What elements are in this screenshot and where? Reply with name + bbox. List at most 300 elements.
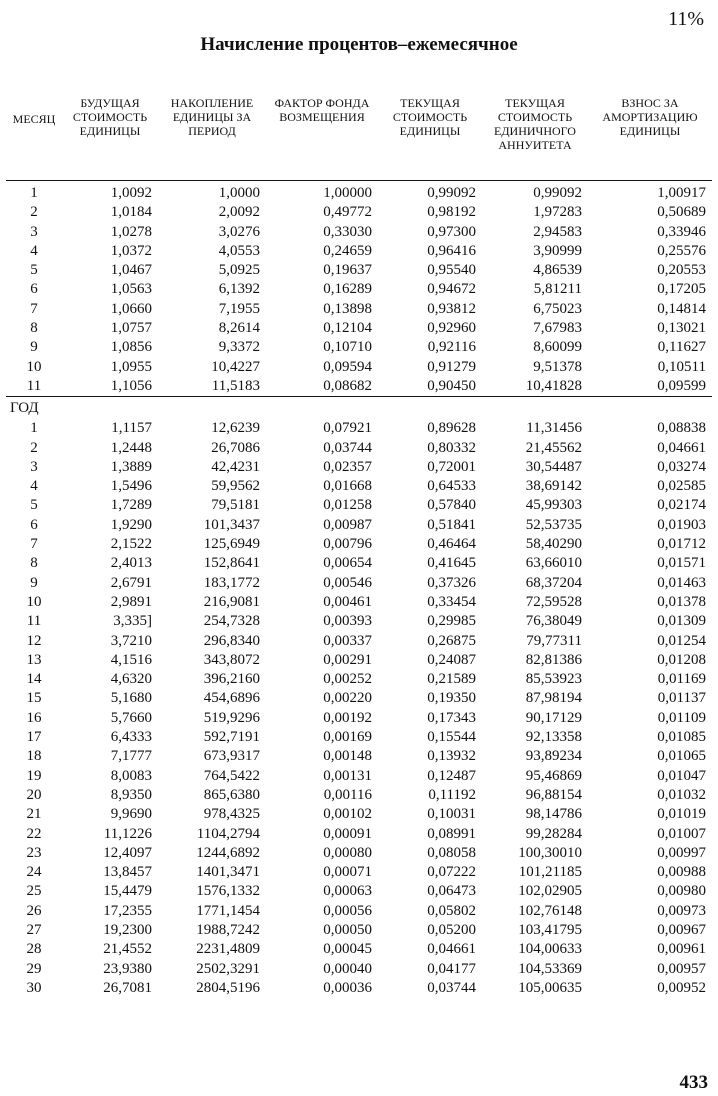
value-cell: 0,00091 (323, 825, 372, 842)
value-cell: 4,1516 (110, 651, 152, 668)
value-cell: 0,00952 (657, 979, 706, 996)
value-cell: 1,1056 (62, 377, 158, 397)
period-cell: 13 (26, 651, 42, 668)
value-cell: 1,00000 (323, 185, 372, 201)
value-cell: 0,07222 (427, 864, 476, 881)
value-cell: 0,08682 (266, 377, 378, 397)
value-cell: 0,01903 (657, 516, 706, 533)
value-cell: 0,01109 (657, 709, 706, 726)
table-row (6, 535, 712, 554)
value-cell: 6,75023 (533, 300, 582, 317)
value-cell: 8,0083 (110, 767, 152, 784)
table-row (6, 242, 712, 261)
value-cell: 0,00961 (657, 941, 706, 958)
value-cell: 0,64533 (427, 478, 476, 495)
value-cell: 0,10031 (427, 806, 476, 823)
value-cell: 0,01309 (657, 613, 706, 630)
value-cell: 0,06473 (427, 883, 476, 900)
value-cell: 101,21185 (518, 864, 582, 881)
value-cell: 1,97283 (533, 204, 582, 221)
value-cell: 0,00393 (323, 613, 372, 630)
value-cell: 38,69142 (525, 478, 582, 495)
value-cell: 0,00192 (323, 709, 372, 726)
table-row (6, 338, 712, 357)
period-cell: 28 (26, 941, 42, 958)
table-row (6, 612, 712, 631)
value-cell: 0,20553 (657, 262, 706, 279)
value-cell: 104,00633 (518, 941, 582, 958)
value-cell: 0,02174 (657, 497, 706, 514)
value-cell: 1,00917 (657, 185, 706, 201)
value-cell: 1771,1454 (196, 902, 260, 919)
period-cell: 9 (30, 574, 38, 591)
value-cell: 0,50689 (657, 204, 706, 221)
value-cell: 0,01463 (657, 574, 706, 591)
value-cell: 4,6320 (110, 671, 152, 688)
value-cell: 592,7191 (203, 729, 260, 746)
value-cell: 0,00050 (323, 921, 372, 938)
value-cell: 343,8072 (203, 651, 260, 668)
value-cell: 15,4479 (103, 883, 152, 900)
value-cell: 76,38049 (525, 613, 582, 630)
value-cell: 125,6949 (203, 536, 260, 553)
value-cell: 0,03274 (657, 458, 706, 475)
table-row (6, 786, 712, 805)
value-cell: 13,8457 (103, 864, 152, 881)
value-cell: 0,09594 (323, 358, 372, 375)
value-cell: 0,00220 (323, 690, 372, 707)
value-cell: 0,01137 (657, 690, 706, 707)
value-cell: 3,335] (113, 613, 152, 630)
value-cell: 0,05200 (427, 921, 476, 938)
value-cell: 26,7081 (103, 979, 152, 996)
value-cell: 101,3437 (203, 516, 260, 533)
table-row (6, 223, 712, 242)
period-cell: 1 (30, 420, 38, 437)
value-cell: 0,93812 (427, 300, 476, 317)
value-cell: 2502,3291 (196, 960, 260, 977)
value-cell: 7,67983 (533, 320, 582, 337)
value-cell: 1,0184 (110, 204, 152, 221)
value-cell: 0,01169 (657, 671, 706, 688)
value-cell: 1,0000 (218, 185, 260, 201)
value-cell: 1,0467 (110, 262, 152, 279)
period-cell: 1 (30, 185, 38, 201)
period-cell: 30 (26, 979, 42, 996)
period-cell: 4 (30, 242, 38, 259)
period-cell: 3 (30, 223, 38, 240)
value-cell: 0,01032 (657, 786, 706, 803)
table-row (6, 979, 712, 998)
period-cell: 18 (26, 748, 42, 765)
value-cell: 42,4231 (211, 458, 260, 475)
value-cell: 0,00169 (323, 729, 372, 746)
value-cell: 0,13932 (427, 748, 476, 765)
period-cell: 20 (26, 786, 42, 803)
value-cell: 11,1226 (103, 825, 152, 842)
value-cell: 0,00461 (323, 593, 372, 610)
value-cell: 0,13021 (657, 320, 706, 337)
value-cell: 0,02357 (323, 458, 372, 475)
value-cell: 93,89234 (525, 748, 582, 765)
value-cell: 8,2614 (218, 320, 260, 337)
value-cell: 104,53369 (518, 960, 582, 977)
value-cell: 21,4552 (103, 941, 152, 958)
value-cell: 8,60099 (533, 339, 582, 356)
value-cell: 0,33946 (657, 223, 706, 240)
table-row (6, 477, 712, 496)
value-cell: 9,3372 (218, 339, 260, 356)
value-cell: 1,0856 (110, 339, 152, 356)
value-cell: 0,19350 (427, 690, 476, 707)
value-cell: 0,01047 (657, 767, 706, 784)
value-cell: 6,1392 (218, 281, 260, 298)
value-cell: 0,01254 (657, 632, 706, 649)
period-cell: 10 (26, 358, 42, 375)
value-cell: 183,1772 (203, 574, 260, 591)
year-section-header (6, 397, 712, 420)
value-cell: 1,1157 (111, 420, 152, 437)
value-cell: 0,29985 (427, 613, 476, 630)
column-header-amortization: ВЗНОС ЗА АМОРТИЗАЦИЮ ЕДИНИЦЫ (602, 96, 698, 138)
value-cell: 4,0553 (218, 242, 260, 259)
value-cell: 2,9891 (110, 593, 152, 610)
value-cell: 7,1955 (218, 300, 260, 317)
value-cell: 0,26875 (427, 632, 476, 649)
page-number: 433 (679, 1072, 708, 1093)
period-cell: 22 (26, 825, 42, 842)
value-cell: 100,30010 (518, 844, 582, 861)
period-cell: 7 (30, 300, 38, 317)
value-cell: 0,00796 (323, 536, 372, 553)
value-cell: 0,21589 (427, 671, 476, 688)
value-cell: 11,31456 (526, 420, 582, 437)
value-cell: 0,92116 (427, 339, 476, 356)
value-cell: 1,0563 (110, 281, 152, 298)
period-cell: 8 (30, 320, 38, 337)
value-cell: 0,08838 (657, 420, 706, 437)
table-row (6, 593, 712, 612)
period-cell: 3 (30, 458, 38, 475)
value-cell: 2,4013 (110, 555, 152, 572)
period-cell: 4 (30, 478, 38, 495)
value-cell: 5,1680 (110, 690, 152, 707)
table-row (6, 574, 712, 593)
value-cell: 1,0660 (110, 300, 152, 317)
period-cell: 25 (26, 883, 42, 900)
value-cell: 0,05802 (427, 902, 476, 919)
value-cell: 79,77311 (526, 632, 582, 649)
value-cell: 5,81211 (533, 281, 582, 298)
value-cell: 0,00063 (323, 883, 372, 900)
value-cell: 30,54487 (525, 458, 582, 475)
value-cell: 152,8641 (203, 555, 260, 572)
value-cell: 0,00654 (323, 555, 372, 572)
table-row (6, 960, 712, 979)
value-cell: 21,45562 (525, 439, 582, 456)
value-cell: 0,00291 (323, 651, 372, 668)
value-cell: 5,0925 (218, 262, 260, 279)
value-cell: 0,94672 (427, 281, 476, 298)
value-cell: 0,12487 (427, 767, 476, 784)
value-cell: 2,0092 (218, 204, 260, 221)
table-row (6, 767, 712, 786)
value-cell: 0,14814 (657, 300, 706, 317)
value-cell: 0,01065 (657, 748, 706, 765)
value-cell: 1,7289 (110, 497, 152, 514)
value-cell: 0,97300 (427, 223, 476, 240)
table-row (6, 439, 712, 458)
period-cell: 5 (30, 262, 38, 279)
value-cell: 26,7086 (211, 439, 260, 456)
value-cell: 82,81386 (525, 651, 582, 668)
value-cell: 85,53923 (525, 671, 582, 688)
value-cell: 0,24659 (323, 242, 372, 259)
value-cell: 865,6380 (203, 786, 260, 803)
value-cell: 0,04177 (427, 960, 476, 977)
period-cell: 9 (30, 339, 38, 356)
period-cell: 7 (30, 536, 38, 553)
value-cell: 10,4227 (211, 358, 260, 375)
period-cell: 12 (26, 632, 42, 649)
value-cell: 0,01019 (657, 806, 706, 823)
value-cell: 19,2300 (103, 921, 152, 938)
column-header-present-value: ТЕКУЩАЯ СТОИМОСТЬ ЕДИНИЦЫ (392, 96, 468, 138)
value-cell: 0,01208 (657, 651, 706, 668)
value-cell: 978,4325 (203, 806, 260, 823)
value-cell: 0,00957 (657, 960, 706, 977)
value-cell: 12,6239 (211, 420, 260, 437)
value-cell: 0,00071 (323, 864, 372, 881)
value-cell: 0,09599 (588, 377, 712, 397)
value-cell: 0,12104 (323, 320, 372, 337)
value-cell: 0,01085 (657, 729, 706, 746)
value-cell: 0,98192 (427, 204, 476, 221)
value-cell: 0,00337 (323, 632, 372, 649)
value-cell: 0,04661 (657, 439, 706, 456)
yearly-section (6, 397, 712, 998)
table-row (6, 863, 712, 882)
value-cell: 0,00045 (323, 941, 372, 958)
value-cell: 296,8340 (203, 632, 260, 649)
value-cell: 9,9690 (110, 806, 152, 823)
value-cell: 0,33454 (427, 593, 476, 610)
value-cell: 0,01258 (323, 497, 372, 514)
value-cell: 0,10710 (323, 339, 372, 356)
value-cell: 0,01668 (323, 478, 372, 495)
period-cell: 8 (30, 555, 38, 572)
period-cell: 16 (26, 709, 42, 726)
column-header-annuity-present-value: ТЕКУЩАЯ СТОИМОСТЬ ЕДИНИЧНОГО АННУИТЕТА (494, 96, 576, 152)
value-cell: 6,4333 (110, 729, 152, 746)
value-cell: 0,00546 (323, 574, 372, 591)
period-cell: 10 (26, 593, 42, 610)
value-cell: 79,5181 (211, 497, 260, 514)
value-cell: 0,00252 (323, 671, 372, 688)
value-cell: 0,00056 (323, 902, 372, 919)
value-cell: 0,95540 (427, 262, 476, 279)
table-row (6, 921, 712, 940)
table-row (6, 458, 712, 477)
value-cell: 0,16289 (323, 281, 372, 298)
table-row (6, 419, 712, 438)
value-cell: 0,25576 (657, 242, 706, 259)
table-row (6, 280, 712, 299)
value-cell: 0,10511 (657, 358, 706, 375)
value-cell: 0,08058 (427, 844, 476, 861)
value-cell: 0,90450 (378, 377, 482, 397)
value-cell: 0,00967 (657, 921, 706, 938)
value-cell: 10,41828 (482, 377, 588, 397)
value-cell: 0,01378 (657, 593, 706, 610)
table-row (6, 181, 712, 204)
period-cell: 19 (26, 767, 42, 784)
page-title: Начисление процентов–ежемесячное (200, 34, 518, 55)
period-cell: 6 (30, 516, 38, 533)
interest-rate-label: 11% (668, 8, 704, 30)
table-row (6, 728, 712, 747)
value-cell: 0,15544 (427, 729, 476, 746)
value-cell: 0,00988 (657, 864, 706, 881)
table-row (6, 747, 712, 766)
value-cell: 59,9562 (211, 478, 260, 495)
value-cell: 216,9081 (203, 593, 260, 610)
value-cell: 254,7328 (203, 613, 260, 630)
value-cell: 58,40290 (525, 536, 582, 553)
value-cell: 1,9290 (110, 516, 152, 533)
table-row (6, 554, 712, 573)
value-cell: 0,00997 (657, 844, 706, 861)
value-cell: 5,7660 (110, 709, 152, 726)
value-cell: 0,49772 (323, 204, 372, 221)
period-cell: 23 (26, 844, 42, 861)
value-cell: 454,6896 (203, 690, 260, 707)
table-row (6, 377, 712, 397)
table-row (6, 496, 712, 515)
table-row (6, 940, 712, 959)
value-cell: 0,00973 (657, 902, 706, 919)
value-cell: 0,33030 (323, 223, 372, 240)
value-cell: 0,08991 (427, 825, 476, 842)
value-cell: 0,00980 (657, 883, 706, 900)
period-cell: 2 (30, 204, 38, 221)
value-cell: 2,94583 (533, 223, 582, 240)
value-cell: 92,13358 (525, 729, 582, 746)
table-row (6, 632, 712, 651)
value-cell: 1401,3471 (196, 864, 260, 881)
interest-table (6, 96, 712, 998)
value-cell: 1988,7242 (196, 921, 260, 938)
value-cell: 4,86539 (533, 262, 582, 279)
table-row (6, 882, 712, 901)
value-cell: 0,00080 (323, 844, 372, 861)
table-row (6, 203, 712, 222)
value-cell: 52,53735 (525, 516, 582, 533)
value-cell: 96,88154 (525, 786, 582, 803)
table-header (6, 96, 712, 181)
value-cell: 90,17129 (525, 709, 582, 726)
value-cell: 396,2160 (203, 671, 260, 688)
monthly-section (6, 181, 712, 397)
value-cell: 9,51378 (533, 358, 582, 375)
period-cell: 5 (30, 497, 38, 514)
table-row (6, 319, 712, 338)
period-cell: 11 (6, 377, 62, 397)
value-cell: 0,41645 (427, 555, 476, 572)
value-cell: 0,04661 (427, 941, 476, 958)
period-cell: 27 (26, 921, 42, 938)
value-cell: 72,59528 (525, 593, 582, 610)
value-cell: 0,00987 (323, 516, 372, 533)
column-header-sinking-fund: ФАКТОР ФОНДА ВОЗМЕЩЕНИЯ (274, 96, 370, 124)
value-cell: 1,0757 (110, 320, 152, 337)
year-label: ГОД (10, 400, 39, 417)
period-cell: 2 (30, 439, 38, 456)
table-row (6, 805, 712, 824)
value-cell: 0,13898 (323, 300, 372, 317)
value-cell: 45,99303 (525, 497, 582, 514)
value-cell: 102,02905 (518, 883, 582, 900)
value-cell: 0,00036 (323, 979, 372, 996)
value-cell: 0,51841 (427, 516, 476, 533)
period-cell: 24 (26, 864, 42, 881)
value-cell: 0,02585 (657, 478, 706, 495)
value-cell: 105,00635 (518, 979, 582, 996)
value-cell: 0,92960 (427, 320, 476, 337)
value-cell: 0,01712 (657, 536, 706, 553)
period-cell: 6 (30, 281, 38, 298)
table-row (6, 689, 712, 708)
value-cell: 103,41795 (518, 921, 582, 938)
table-row (6, 651, 712, 670)
value-cell: 3,7210 (110, 632, 152, 649)
value-cell: 0,17205 (657, 281, 706, 298)
value-cell: 3,90999 (533, 242, 582, 259)
value-cell: 23,9380 (103, 960, 152, 977)
value-cell: 0,00148 (323, 748, 372, 765)
value-cell: 764,5422 (203, 767, 260, 784)
table-row (6, 902, 712, 921)
value-cell: 0,37326 (427, 574, 476, 591)
value-cell: 1,0092 (110, 185, 152, 201)
value-cell: 11,5183 (158, 377, 266, 397)
value-cell: 0,91279 (427, 358, 476, 375)
table-row (6, 261, 712, 280)
value-cell: 1244,6892 (196, 844, 260, 861)
value-cell: 2,1522 (110, 536, 152, 553)
table-row (6, 300, 712, 319)
value-cell: 1,5496 (110, 478, 152, 495)
value-cell: 2804,5196 (196, 979, 260, 996)
value-cell: 0,00116 (323, 786, 372, 803)
table-row (6, 516, 712, 535)
value-cell: 95,46869 (525, 767, 582, 784)
value-cell: 0,07921 (323, 420, 372, 437)
period-cell: 26 (26, 902, 42, 919)
period-cell: 14 (26, 671, 42, 688)
table-row (6, 709, 712, 728)
value-cell: 0,17343 (427, 709, 476, 726)
value-cell: 1104,2794 (196, 825, 260, 842)
value-cell: 519,9296 (203, 709, 260, 726)
table-row (6, 670, 712, 689)
value-cell: 99,28284 (525, 825, 582, 842)
value-cell: 0,99092 (533, 185, 582, 201)
table-row (6, 825, 712, 844)
value-cell: 12,4097 (103, 844, 152, 861)
value-cell: 0,96416 (427, 242, 476, 259)
table-row (6, 844, 712, 863)
